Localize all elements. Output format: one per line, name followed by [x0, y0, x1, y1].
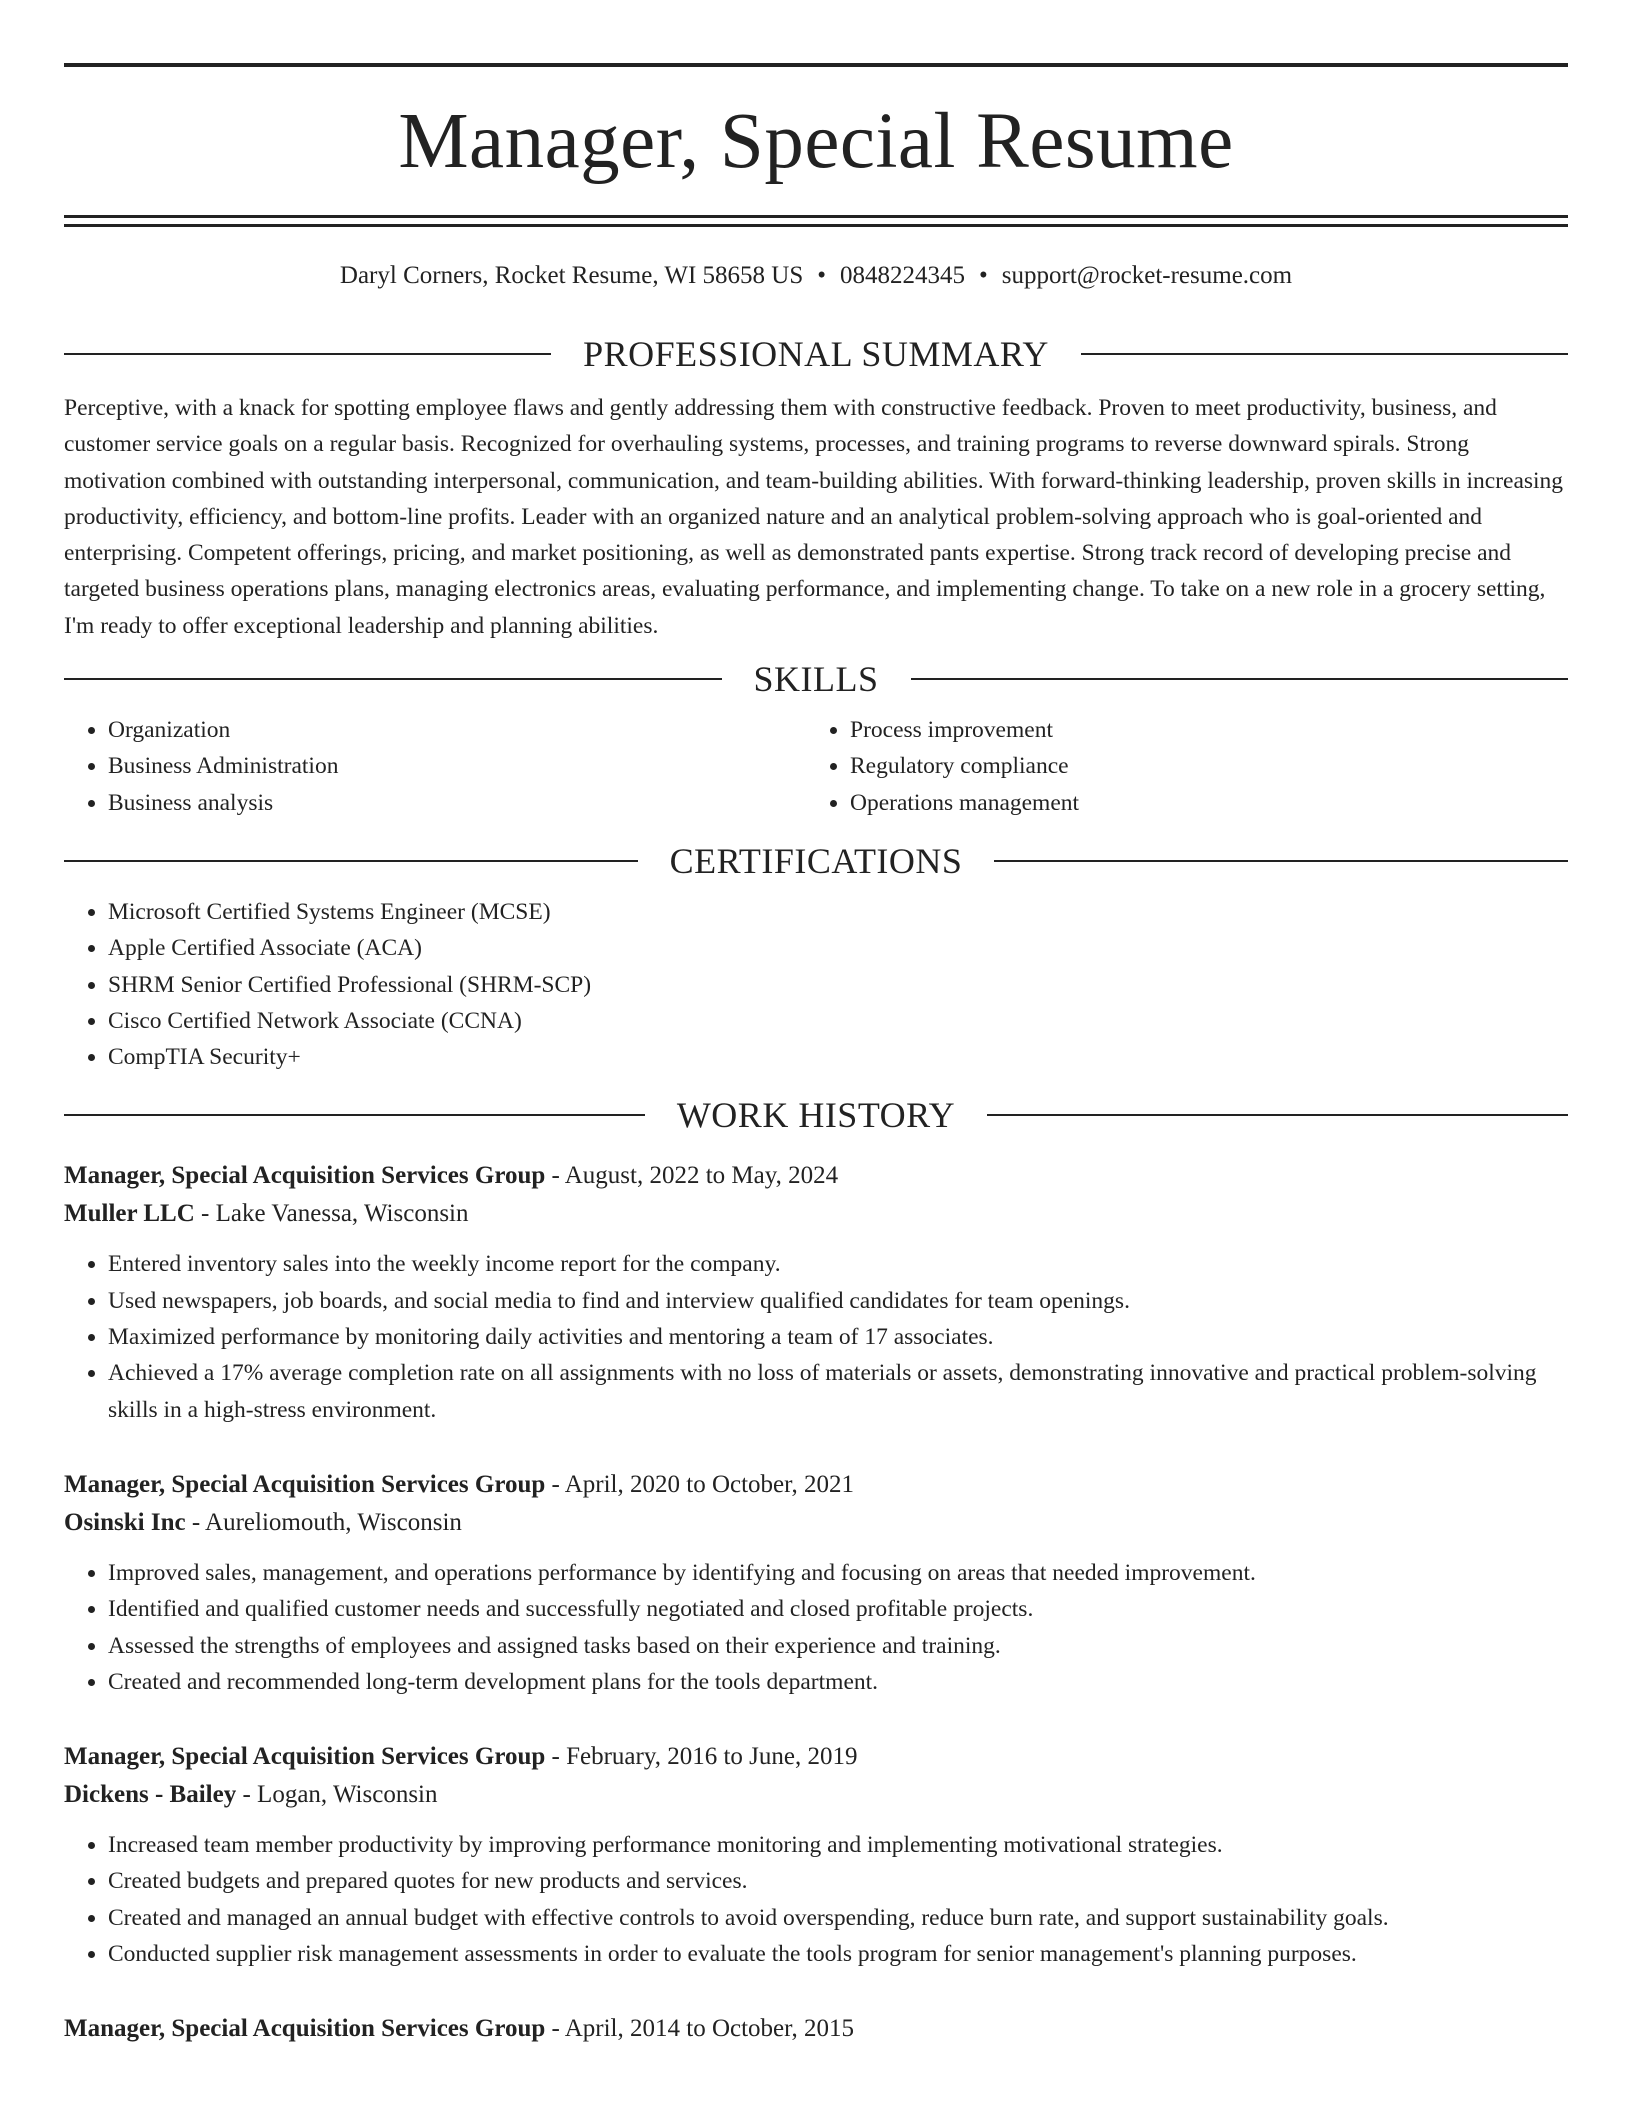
job-duties [64, 1827, 1568, 1972]
job-title: Manager, Special Acquisition Services Group [64, 1743, 546, 1771]
section-rule [64, 860, 638, 862]
work-history-section-header [64, 1095, 1568, 1135]
work-history-heading: WORK HISTORY [676, 1095, 956, 1136]
section-rule [64, 353, 551, 355]
section-rule [911, 678, 1569, 680]
job-duty: • Identified and qualified customer needs and successfully negotiated and closed profitable projects. [108, 1591, 1568, 1627]
section-rule [64, 678, 722, 680]
job-duty: • Improved sales, management, and operations performance by identifying and focusing on areas that needed improvement. [108, 1555, 1568, 1591]
title-double-rule [64, 215, 1568, 227]
job-location: - Aureliomouth, Wisconsin [185, 1508, 462, 1536]
certification-item: • SHRM Senior Certified Professional (SHRM-SCP) [108, 967, 1568, 1003]
job-duties [64, 1555, 1568, 1700]
job-duties [64, 1246, 1568, 1427]
skill-item: • Process improvement [850, 712, 1548, 748]
job-entry [64, 1738, 1568, 1972]
top-rule [64, 63, 1568, 67]
job-company-line [64, 1195, 1568, 1233]
job-dates: - April, 2020 to October, 2021 [545, 1470, 854, 1498]
summary-text: Perceptive, with a knack for spotting employee flaws and gently addressing them with constructive feedback. Proven to meet productivity, business, and customer service goals on a regular basis. Recognized for overhauling systems, processes, and training programs to reverse downward spirals. Strong motivation combined with outstanding interpersonal, communication, and team-building abilities. With forward-thinking leadership, proven skills in increasing productivity, efficiency, and bottom-line profits. Leader with an organized nature and an analytical problem-solving approach who is goal-oriented and enterprising. Competent offerings, pricing, and market positioning, as well as demonstrated pants expertise. Strong track record of developing precise and targeted business operations plans, managing electronics areas, evaluating performance, and implementing change. To take on a new role in a grocery setting, I'm ready to offer exceptional leadership and planning abilities. [64, 395, 1564, 639]
job-title: Manager, Special Acquisition Services Group [64, 1162, 546, 1190]
contact-phone: 0848224345 [840, 262, 966, 289]
job-title-line [64, 1466, 1568, 1504]
skills-list [64, 712, 1568, 821]
job-company-line [64, 1776, 1568, 1814]
resume-title: Manager, Special Resume [398, 98, 1234, 185]
section-rule [987, 1114, 1568, 1116]
skill-item: • Regulatory compliance [850, 748, 1548, 784]
resume-page [64, 0, 1568, 2048]
skills-section-header [64, 659, 1568, 699]
job-title-line [64, 2010, 1568, 2048]
contact-address: Daryl Corners, Rocket Resume, WI 58658 US [339, 262, 804, 289]
job-title-line [64, 1157, 1568, 1195]
job-title: Manager, Special Acquisition Services Group [64, 2015, 546, 2043]
job-title: Manager, Special Acquisition Services Group [64, 1470, 546, 1498]
job-entry [64, 1466, 1568, 1700]
job-duty: • Conducted supplier risk management assessments in order to evaluate the tools program for senior management's planning purposes. [108, 1936, 1568, 1972]
job-dates: - August, 2022 to May, 2024 [545, 1162, 839, 1190]
job-duty: • Assessed the strengths of employees and assigned tasks based on their experience and training. [108, 1628, 1568, 1664]
certifications-heading: CERTIFICATIONS [669, 840, 963, 881]
certification-item: • Cisco Certified Network Associate (CCNA) [108, 1003, 1568, 1039]
summary-section-header [64, 334, 1568, 374]
job-duty: • Created budgets and prepared quotes for new products and services. [108, 1863, 1568, 1899]
section-rule [1081, 353, 1568, 355]
job-duty: • Used newspapers, job boards, and social media to find and interview qualified candidates for team openings. [108, 1283, 1568, 1319]
certifications-list [64, 894, 1568, 1075]
skill-item: • Organization [108, 712, 806, 748]
job-location: - Logan, Wisconsin [236, 1781, 438, 1809]
contact-separator: • [817, 262, 827, 289]
job-dates: - February, 2016 to June, 2019 [545, 1743, 858, 1771]
job-company: Muller LLC [64, 1200, 195, 1228]
job-location: - Lake Vanessa, Wisconsin [194, 1200, 469, 1228]
contact-line [64, 261, 1568, 291]
certifications-section-header [64, 841, 1568, 881]
job-duty: • Achieved a 17% average completion rate on all assignments with no loss of materials or assets, demonstrating innovative and practical problem-solving skills in a high-stress environment. [108, 1355, 1568, 1428]
job-duty: • Maximized performance by monitoring daily activities and mentoring a team of 17 associates. [108, 1319, 1568, 1355]
contact-separator: • [979, 262, 988, 289]
section-rule [994, 860, 1568, 862]
skills-heading: SKILLS [753, 659, 879, 700]
skill-item: • Business analysis [108, 785, 806, 821]
job-company-line [64, 1504, 1568, 1542]
job-entry [64, 1157, 1568, 1427]
job-duty: • Created and recommended long-term development plans for the tools department. [108, 1664, 1568, 1700]
skill-item: • Business Administration [108, 748, 806, 784]
job-entry [64, 2010, 1568, 2048]
job-duty: • Entered inventory sales into the weekly income report for the company. [108, 1246, 1568, 1282]
summary-heading: PROFESSIONAL SUMMARY [583, 334, 1049, 374]
job-title-line [64, 1738, 1568, 1776]
skills-column-right [806, 712, 1548, 821]
job-company: Osinski Inc [64, 1508, 186, 1536]
job-duty: • Increased team member productivity by improving performance monitoring and implementing motivational strategies. [108, 1827, 1568, 1863]
skill-item: • Operations management [850, 785, 1548, 821]
job-company: Dickens - Bailey [64, 1781, 237, 1809]
certification-item: • Microsoft Certified Systems Engineer (MCSE) [108, 894, 1568, 930]
job-dates: - April, 2014 to October, 2015 [545, 2015, 854, 2043]
section-rule [64, 1114, 645, 1116]
contact-email: support@rocket-resume.com [1001, 262, 1293, 289]
job-duty: • Created and managed an annual budget with effective controls to avoid overspending, reduce burn rate, and support sustainability goals. [108, 1900, 1568, 1936]
skills-column-left [64, 712, 806, 821]
certification-item: • Apple Certified Associate (ACA) [108, 930, 1568, 966]
certification-item: • CompTIA Security+ [108, 1039, 1568, 1075]
